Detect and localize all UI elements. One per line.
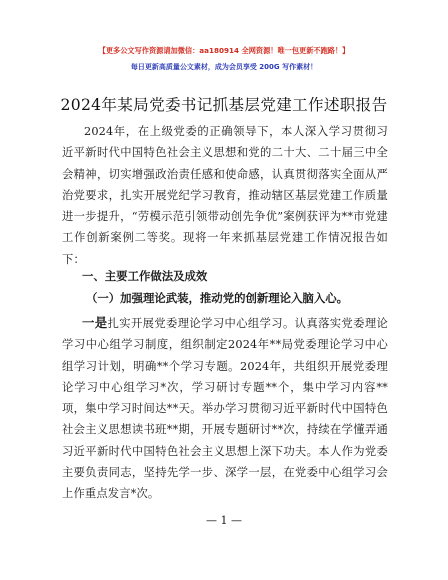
paragraph-body: 扎实开展党委理论学习中心组学习。认真落实党委理论学习中心组学习制度，组织制定2024年**局党委理论学习中心组学习计划，明确**个学习专题。2024年，共组织开展党委理论学习中心组学习*次，学习研讨专题**个，集中学习内容**项，集中学习时间达**天。举办学习贯彻习近平新时代中国特色社会主义思想读书班**期，开展专题研讨**次，持续在学懂弄通习近平新时代中国特色社会主义思想上深下功夫。本人作为党委主要负责同志，坚持先学一步、深学一层，在党委中心组学习会上作重点发言*次。: [62, 317, 388, 501]
body-paragraph: [62, 312, 388, 505]
intro-paragraph: 2024年，在上级党委的正确领导下，本人深入学习贯彻习近平新时代中国特色社会主义思想和党的二十大、二十届三中全会精神，切实增强政治责任感和使命感，认真贯彻落实全面从严治党要求，扎实开展党纪学习教育，推动辖区基层党建工作质量进一步提升，“劳模示范引领带动创先争优”案例获评为**市党建工作创新案例二等奖。现将一年来抓基层党建工作情况报告如下：: [62, 125, 388, 266]
document-title: 2024年某局党委书记抓基层党建工作述职报告: [60, 96, 388, 114]
subsection-heading: （一）加强理论武装，推动党的创新理论入脑入心。: [86, 291, 348, 305]
section-heading: 一、主要工作做法及成效: [82, 269, 208, 283]
promo-banner-line2: 每日更新高质量公文素材，成为会员享受 200G 写作素材！: [130, 63, 318, 71]
paragraph-lead: 一是: [82, 315, 108, 330]
page-number: — 1 —: [206, 514, 242, 527]
promo-banner-line1: 【更多公文写作资源请加微信：aa180914 全网资源！唯一包更新不跑路！】: [98, 46, 350, 55]
